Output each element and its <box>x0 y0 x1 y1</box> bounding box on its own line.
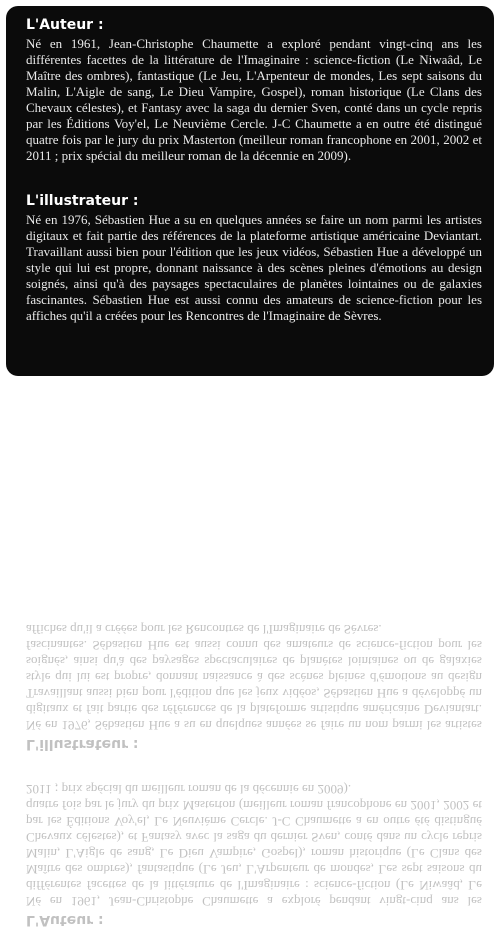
illustrator-biography: Né en 1976, Sébastien Hue a su en quelques années se faire un nom parmi les artistes digitaux et fait partie des références de la plateforme artistique américaine Deviantart. Travaillant aussi bien pour l'édition que les jeux vidéos, Sébastien Hue a développé un style qui lui est propre, donnant naissance à des scènes pleines d'émotions au design soignés, ainsi qu'à des paysages spectaculaires de planètes lointaines ou de galaxies fascinantes. Sébastien Hue est aussi connu des amateurs de science-fiction pour les affiches qu'il a créées pour les Rencontres de l'Imaginaire de Sèvres. <box>26 212 482 323</box>
author-biography: Né en 1961, Jean-Christophe Chaumette a exploré pendant vingt-cinq ans les différentes facettes de la littérature de l'Imaginaire : science-fiction (Le Niwaâd, Le Maître des ombres), fantastique (Le Jeu, L'Arpenteur de mondes, Les sept saisons du Malin, L'Aigle de sang, Le Dieu Vampire, Gospel), roman historique (Le Clans des Chevaux célestes), et Fantasy avec la saga du dernier Sven, conté dans un cycle repris par les Éditions Voy'el, Le Neuvième Cercle. J-C Chaumette a en outre été distingué quatre fois par le jury du prix Masterton (meilleur roman francophone en 2001, 2002 et 2011 ; prix spécial du meilleur roman de la décennie en 2009). <box>26 36 482 163</box>
section-spacer <box>26 164 482 192</box>
biography-card <box>6 6 494 376</box>
author-heading: L'Auteur : <box>26 17 104 33</box>
reflected-section-spacer <box>26 753 482 781</box>
reflected-illustrator-biography: Né en 1976, Sébastien Hue a su en quelques années se faire un nom parmi les artistes digitaux et fait partie des références de la plateforme artistique américaine Deviantart. Travaillant aussi bien pour l'édition que les jeux vidéos, Sébastien Hue a développé un style qui lui est propre, donnant naissance à des scènes pleines d'émotions au design soignés, ainsi qu'à des paysages spectaculaires de planètes lointaines ou de galaxies fascinantes. Sébastien Hue est aussi connu des amateurs de science-fiction pour les affiches qu'il a créées pour les Rencontres de l'Imaginaire de Sèvres. <box>26 622 482 733</box>
reflection-fade <box>6 378 494 569</box>
reflected-author-biography: Né en 1961, Jean-Christophe Chaumette a exploré pendant vingt-cinq ans les différentes facettes de la littérature de l'Imaginaire : science-fiction (Le Niwaâd, Le Maître des ombres), fantastique (Le Jeu, L'Arpenteur de mondes, Les sept saisons du Malin, L'Aigle de sang, Le Dieu Vampire, Gospel), roman historique (Le Clans des Chevaux célestes), et Fantasy avec la saga du dernier Sven, conté dans un cycle repris par les Éditions Voy'el, Le Neuvième Cercle. J-C Chaumette a en outre été distingué quatre fois par le jury du prix Masterton (meilleur roman francophone en 2001, 2002 et 2011 ; prix spécial du meilleur roman de la décennie en 2009). <box>26 782 482 909</box>
illustrator-heading: L'illustrateur : <box>26 193 139 209</box>
reflected-author-heading: L'Auteur : <box>26 912 104 928</box>
card-reflection <box>6 378 494 928</box>
reflected-content <box>6 569 494 939</box>
reflected-illustrator-heading: L'illustrateur : <box>26 736 139 752</box>
